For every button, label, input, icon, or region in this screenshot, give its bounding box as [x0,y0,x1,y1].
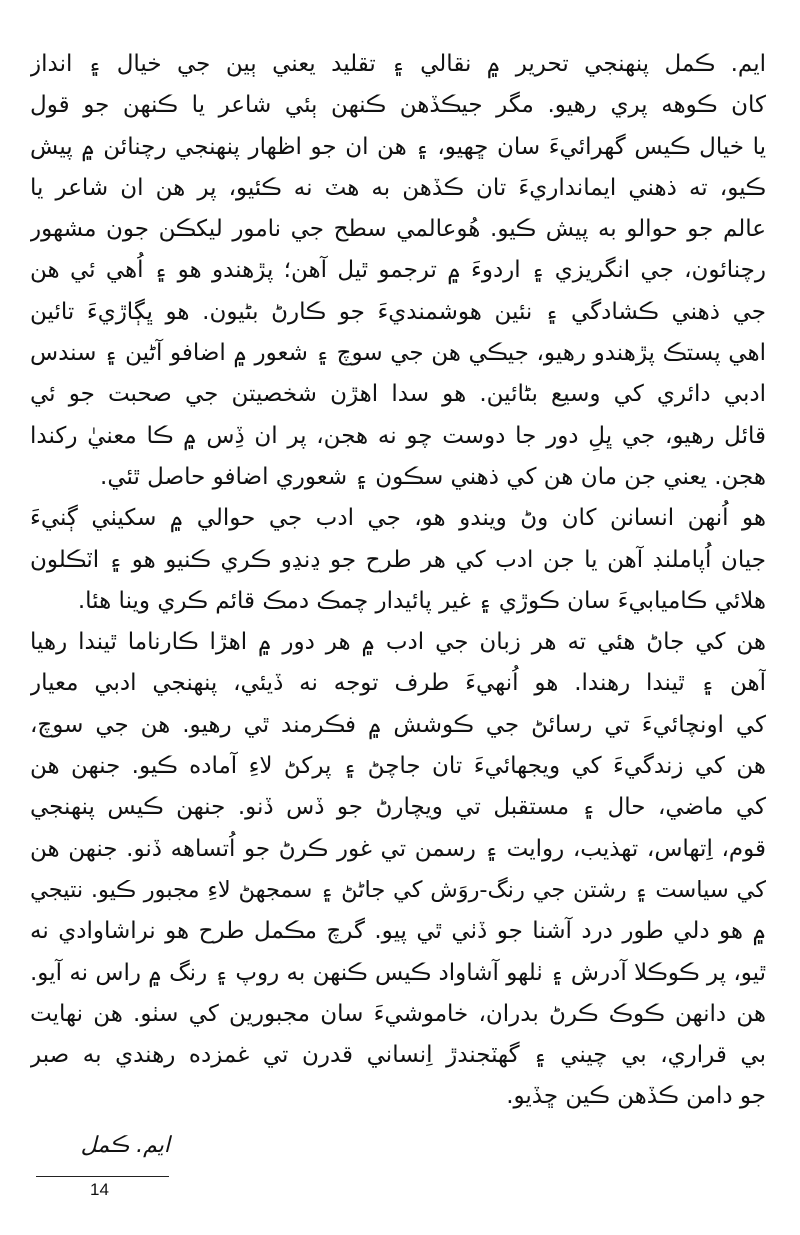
text-line: هو اُنهن انسانن کان وڻ ويندو هو، جي ادب جي حوالي ۾ سکيٺي ڳنيءَ [30,505,766,532]
text-line: جيان اُپاملنڊ آهن يا جن ادب کي هر طرح جو ڍنڍو ڪري ڪنيو هو ۽ اٽڪلون [30,546,766,573]
text-line: بي قراري، بي چيني ۽ گهٽجندڙ اِنساني قدرن تي غمزده رهندي به صبر [30,1042,766,1069]
text-line: ادبي دائري کي وسيع بڻائين. هو سدا اهڙن شخصيتن جي صحبت جو ئي [30,381,766,408]
text-line: اهي پستڪ پڙهندو رهيو، جيڪي هن جي سوچ ۽ شعور ۾ اضافو آڻين ۽ سندس [30,340,766,367]
text-line: ايم. ڪمل پنهنجي تحرير ۾ نقالي ۽ تقليد يعني ٻين جي خيال ۽ انداز [30,51,766,77]
text-line: کان ڪوهه پري رهيو. مگر جيڪڏهن ڪنهن ٻئي شاعر يا ڪنهن جو قول [30,92,766,119]
text-line: ۾ هو دلي طور درد آشنا جو ڏٺي ٿي پيو. گرچ مڪمل طرح هو نراشاوادي نه [30,918,766,945]
text-line: هن کي جاڻ هئي ته هر زبان جي ادب ۾ هر دور ۾ اهڙا ڪارناما ٿيندا رهيا [30,629,766,656]
text-line: هن دانهن ڪوڪ ڪرڻ بدران، خاموشيءَ سان مجبورين کي سٺو. هن نهايت [30,1000,766,1027]
text-line: آهن ۽ ٿيندا رهندا. هو اُنهيءَ طرف توجه نه ڏيئي، پنهنجي ادبي معيار [30,670,766,697]
text-line: رچنائون، جي انگريزي ۽ اردوءَ ۾ ترجمو ٿيل آهن؛ پڙهندو هو ۽ اُهي ئي هن [30,257,766,284]
text-line: ڪيو، ته ذهني ايمانداريءَ تان ڪڏهن به هٽ نه ڪئيو، پر هن ان شاعر يا [30,174,766,201]
text-line: قوم، اِتهاس، تهذيب، روايت ۽ رسمن تي غور ڪرڻ جو اُتساهه ڏنو. جنهن هن [30,835,766,862]
text-line: کي سياست ۽ رشتن جي رنگ-روَش کي جاڻڻ ۽ سمجهڻ لاءِ مجبور ڪيو. نتيجي [30,876,766,903]
text-line: هن کي زندگيءَ کي ويجهائيءَ تان جاچڻ ۽ پرکڻ لاءِ آماده ڪيو. جنهن هن [30,753,766,780]
text-line: کي اونچائيءَ تي رسائڻ جي ڪوشش ۾ فڪرمند ٿي رهيو. هن جي سوچ، [30,711,766,738]
text-line: جو دامن ڪڏهن ڪين ڇڏيو. [506,1083,766,1110]
text-line: يا خيال ڪيس گهرائيءَ سان ڇهيو، ۽ هن ان جو اظهار پنهنجي رچنائن ۾ پيش [30,133,766,160]
text-line: هلائي ڪاميابيءَ سان ڪوڙي ۽ غير پائيدار چمڪ دمڪ قائم ڪري وينا هئا. [77,587,766,614]
text-line: جي ذهني ڪشادگي ۽ نئين هوشمنديءَ جو ڪارڻ بڻيون. هو ڀڳاڙيءَ تائين [30,298,766,325]
text-line: عالم جو حوالو به پيش ڪيو. هُوعالمي سطح جي نامور ليکڪن جون مشهور [30,216,766,243]
text-line: کي ماضي، حال ۽ مستقبل تي ويچارڻ جو ڏس ڏنو. جنهن ڪيس پنهنجي [30,794,766,821]
text-line: ٿيو، پر ڪوڪلا آدرش ۽ ٺلهو آشاواد ڪيس ڪنهن به روپ ۽ رنگ ۾ راس نه آيو. [30,959,766,986]
body-text [30,44,766,1118]
text-line: قائل رهيو، جي ڀلِ دور جا دوست چو نه هجن، پر ان ڏِس ۾ ڪا معنيٰ رکندا [30,422,766,449]
author-signature: ايم. ڪمل [80,1133,170,1158]
footer-rule [36,1176,169,1177]
page-number: 14 [90,1180,109,1199]
text-line: هجن. يعني جن مان هن کي ذهني سڪون ۽ شعوري اضافو حاصل ٿئي. [100,463,766,490]
